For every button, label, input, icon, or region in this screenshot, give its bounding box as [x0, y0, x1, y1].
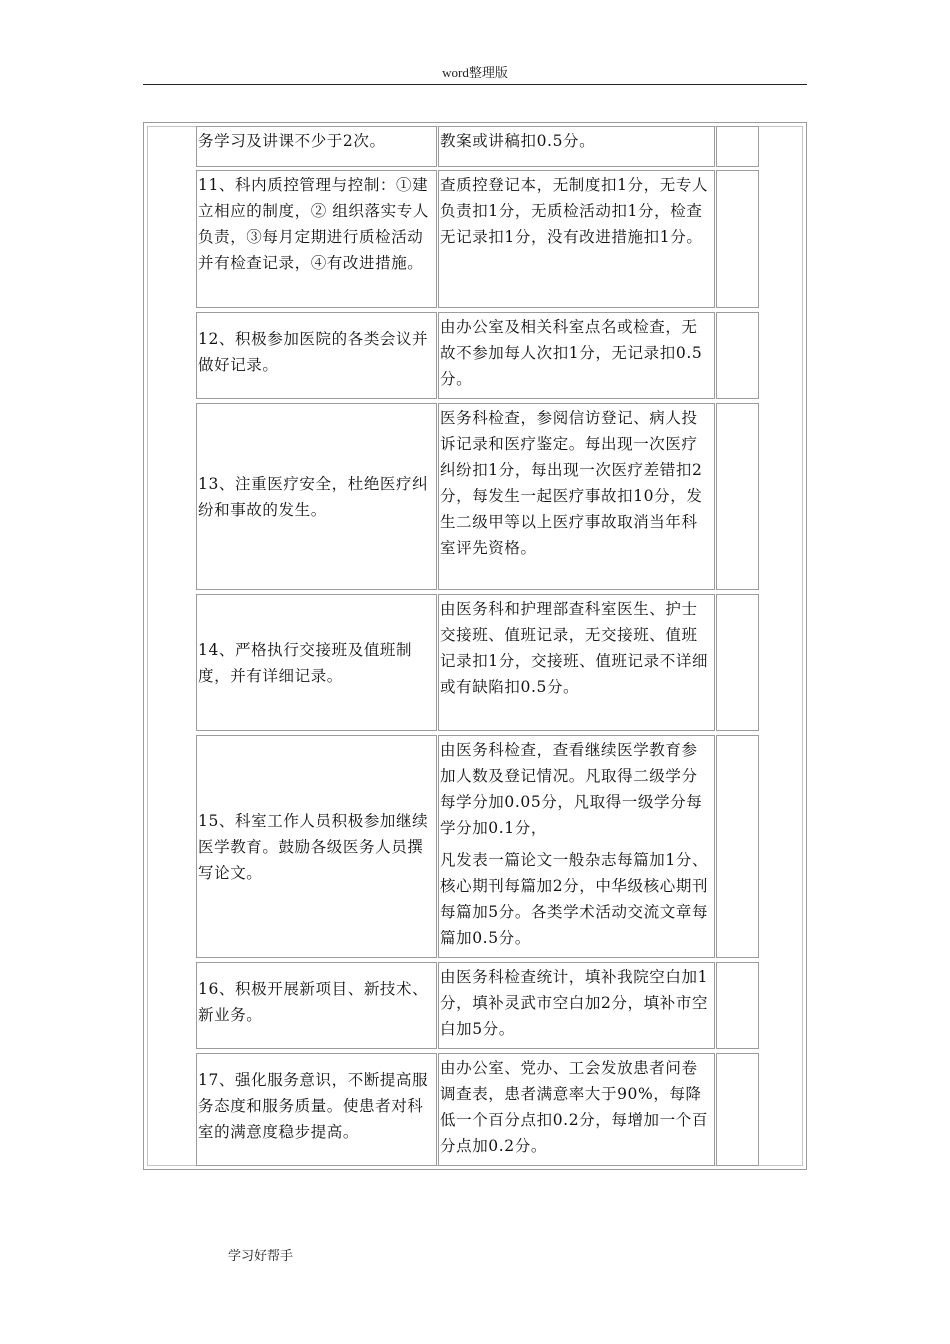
requirement-text: 15、科室工作人员积极参加继续医学教育。鼓励各级医务人员撰写论文。	[198, 811, 429, 882]
requirement-text: 16、积极开展新项目、新技术、新业务。	[198, 980, 429, 1024]
method-text: 由医务科和护理部查科室医生、护士交接班、值班记录，无交接班、值班记录扣1分，交接班、值班记录不详细或有缺陷扣0.5分。	[440, 600, 709, 696]
score-cell	[716, 735, 759, 958]
method-text: 由医务科检查统计，填补我院空白加1分，填补灵武市空白加2分，填补市空白加5分。	[440, 968, 709, 1038]
score-cell	[716, 594, 759, 731]
page-header-title: word整理版	[442, 65, 508, 80]
requirement-text: 12、积极参加医院的各类会议并做好记录。	[198, 330, 429, 374]
score-cell	[716, 403, 759, 590]
requirement-cell	[196, 962, 437, 1049]
method-text: 由办公室及相关科室点名或检查，无故不参加每人次扣1分，无记录扣0.5分。	[440, 318, 703, 388]
requirement-text: 13、注重医疗安全，杜绝医疗纠纷和事故的发生。	[198, 474, 429, 519]
header-divider	[143, 84, 807, 85]
method-cell	[438, 1053, 715, 1166]
score-cell	[716, 126, 759, 167]
page-footer-text: 学习好帮手	[228, 1248, 294, 1263]
requirement-cell	[196, 312, 437, 399]
method-text: 由医务科检查，查看继续医学教育参加人数及登记情况。凡取得二级学分每学分加0.05分，凡取得一级学分每学分加0.1分，	[440, 741, 703, 837]
score-cell	[716, 1053, 759, 1166]
method-cell	[438, 312, 715, 399]
requirement-cell	[196, 594, 437, 731]
requirement-cell	[196, 1053, 437, 1166]
method-text: 由办公室、党办、工会发放患者问卷调查表，患者满意率大于90%，每降低一个百分点扣0.2分，每增加一个百分点加0.2分。	[440, 1059, 708, 1155]
requirement-text: 14、严格执行交接班及值班制度，并有详细记录。	[198, 640, 413, 685]
method-cell	[438, 594, 715, 731]
method-text: 凡发表一篇论文一般杂志每篇加1分、核心期刊每篇加2分，中华级核心期刊每篇加5分。各类学术活动交流文章每篇加0.5分。	[440, 851, 709, 947]
requirement-cell	[196, 403, 437, 590]
requirement-text: 17、强化服务意识，不断提高服务态度和服务质量。使患者对科室的满意度稳步提高。	[198, 1071, 429, 1141]
method-text: 教案或讲稿扣0.5分。	[440, 132, 596, 150]
requirement-cell: 11、科内质控管理与控制：①建立相应的制度，② 组织落实专人负责，③每月定期进行质检活动并有检查记录，④有改进措施。	[196, 170, 437, 308]
method-cell	[438, 735, 715, 958]
method-cell	[438, 126, 715, 167]
score-cell	[716, 170, 759, 308]
method-cell	[438, 962, 715, 1049]
requirement-cell: 务学习及讲课不少于2次。	[196, 126, 437, 167]
score-cell	[716, 962, 759, 1049]
method-cell	[438, 170, 715, 308]
method-cell	[438, 403, 715, 590]
method-text: 医务科检查，参阅信访登记、病人投诉记录和医疗鉴定。每出现一次医疗纠纷扣1分，每出现一次医疗差错扣2分，每发生一起医疗事故扣10分，发生二级甲等以上医疗事故取消当年科室评先资格。	[440, 409, 703, 557]
requirement-cell	[196, 735, 437, 958]
score-cell	[716, 312, 759, 399]
method-text: 查质控登记本，无制度扣1分，无专人负责扣1分，无质检活动扣1分，检查无记录扣1分，没有改进措施扣1分。	[440, 176, 709, 246]
